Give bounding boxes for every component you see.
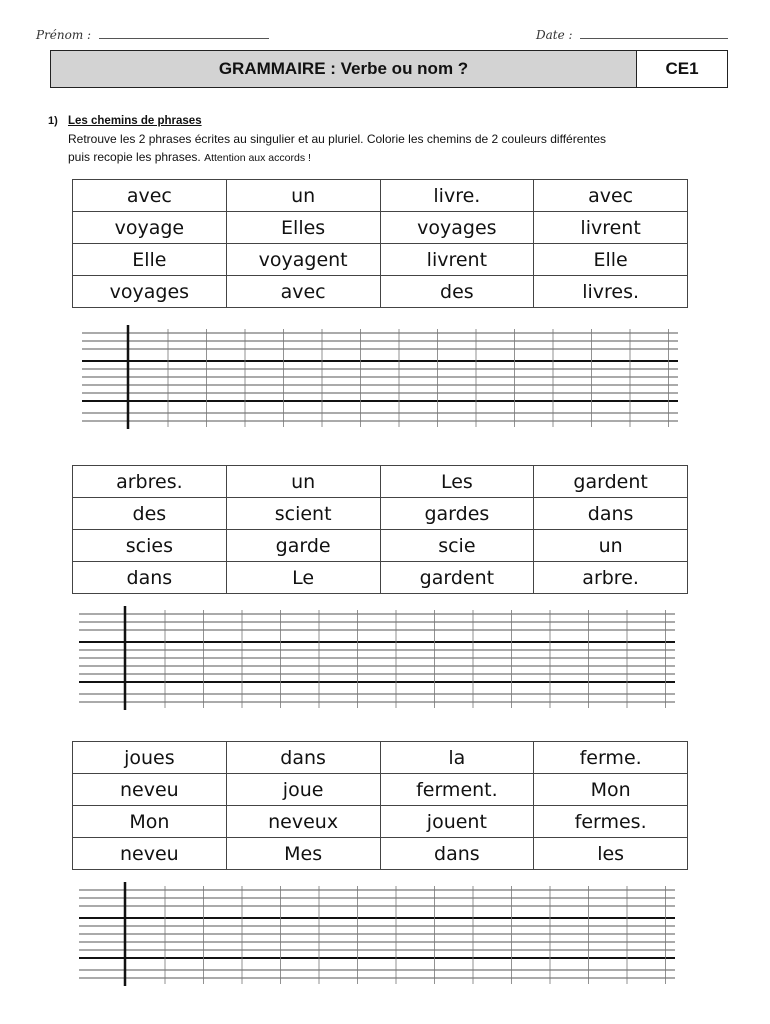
word-cell[interactable]: des	[73, 498, 227, 530]
word-cell[interactable]: dans	[534, 498, 688, 530]
word-cell[interactable]: un	[226, 180, 380, 212]
table-row	[73, 212, 688, 244]
name-line	[36, 28, 269, 42]
word-cell[interactable]: avec	[534, 180, 688, 212]
word-cell[interactable]: gardent	[534, 466, 688, 498]
date-line	[536, 28, 728, 42]
word-cell[interactable]: Mes	[226, 838, 380, 870]
word-cell[interactable]: voyages	[380, 212, 534, 244]
writing-lines-3[interactable]	[79, 882, 675, 986]
table-row	[73, 498, 688, 530]
word-cell[interactable]: joues	[73, 742, 227, 774]
word-cell[interactable]: des	[380, 276, 534, 308]
exercise-number: 1)	[48, 115, 58, 127]
level-badge: CE1	[637, 51, 727, 87]
word-grid-3	[72, 741, 688, 870]
page-title: GRAMMAIRE : Verbe ou nom ?	[51, 51, 637, 87]
word-cell[interactable]: dans	[73, 562, 227, 594]
word-cell[interactable]: livrent	[380, 244, 534, 276]
word-cell[interactable]: Mon	[73, 806, 227, 838]
word-grid-1	[72, 179, 688, 308]
word-cell[interactable]: ferment.	[380, 774, 534, 806]
word-cell[interactable]: scient	[226, 498, 380, 530]
word-cell[interactable]: neveu	[73, 838, 227, 870]
word-cell[interactable]: avec	[73, 180, 227, 212]
word-cell[interactable]: fermes.	[534, 806, 688, 838]
writing-lines-1[interactable]	[82, 325, 678, 429]
word-cell[interactable]: joue	[226, 774, 380, 806]
word-cell[interactable]: gardes	[380, 498, 534, 530]
date-label: Date :	[536, 28, 573, 42]
writing-lines-2[interactable]	[79, 606, 675, 710]
table-row	[73, 806, 688, 838]
word-cell[interactable]: avec	[226, 276, 380, 308]
word-cell[interactable]: neveu	[73, 774, 227, 806]
word-cell[interactable]: livres.	[534, 276, 688, 308]
exercise-instruction-line2	[68, 148, 728, 167]
word-cell[interactable]: jouent	[380, 806, 534, 838]
word-cell[interactable]: garde	[226, 530, 380, 562]
word-cell[interactable]: voyages	[73, 276, 227, 308]
word-cell[interactable]: Elle	[534, 244, 688, 276]
title-bar	[50, 50, 728, 88]
table-row	[73, 838, 688, 870]
word-cell[interactable]: un	[226, 466, 380, 498]
table-row	[73, 276, 688, 308]
word-cell[interactable]: la	[380, 742, 534, 774]
word-cell[interactable]: voyage	[73, 212, 227, 244]
word-cell[interactable]: dans	[380, 838, 534, 870]
word-cell[interactable]: un	[534, 530, 688, 562]
word-cell[interactable]: dans	[226, 742, 380, 774]
word-cell[interactable]: livre.	[380, 180, 534, 212]
word-cell[interactable]: Elle	[73, 244, 227, 276]
word-cell[interactable]: les	[534, 838, 688, 870]
table-row	[73, 774, 688, 806]
exercise-title: Les chemins de phrases	[68, 115, 202, 127]
date-blank[interactable]	[580, 38, 728, 39]
exercise-header	[48, 112, 728, 167]
name-label: Prénom :	[36, 28, 92, 42]
word-cell[interactable]: voyagent	[226, 244, 380, 276]
word-cell[interactable]: arbres.	[73, 466, 227, 498]
word-cell[interactable]: arbre.	[534, 562, 688, 594]
word-cell[interactable]: gardent	[380, 562, 534, 594]
word-cell[interactable]: neveux	[226, 806, 380, 838]
word-cell[interactable]: Mon	[534, 774, 688, 806]
table-row	[73, 742, 688, 774]
word-cell[interactable]: Elles	[226, 212, 380, 244]
instruction-note: Attention aux accords !	[204, 152, 311, 164]
instruction-text: puis recopie les phrases.	[68, 150, 201, 164]
word-cell[interactable]: ferme.	[534, 742, 688, 774]
name-blank[interactable]	[99, 38, 269, 39]
table-row	[73, 180, 688, 212]
word-cell[interactable]: scie	[380, 530, 534, 562]
table-row	[73, 530, 688, 562]
word-grid-2	[72, 465, 688, 594]
word-cell[interactable]: scies	[73, 530, 227, 562]
table-row	[73, 244, 688, 276]
word-cell[interactable]: Les	[380, 466, 534, 498]
word-cell[interactable]: Le	[226, 562, 380, 594]
table-row	[73, 562, 688, 594]
table-row	[73, 466, 688, 498]
word-cell[interactable]: livrent	[534, 212, 688, 244]
exercise-instruction-line1: Retrouve les 2 phrases écrites au singulier et au pluriel. Colorie les chemins de 2 couleurs différentes	[68, 132, 607, 146]
